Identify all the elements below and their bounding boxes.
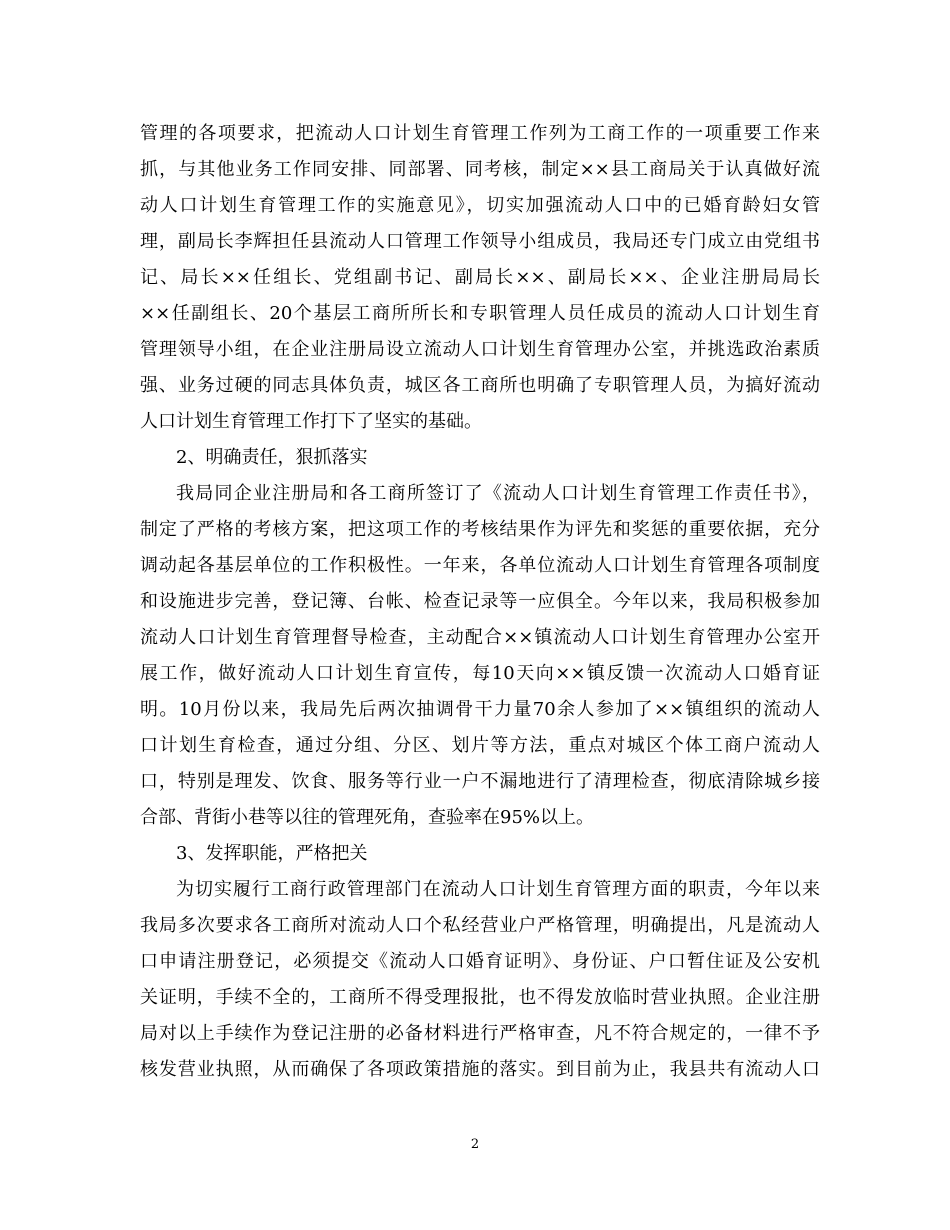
paragraph-line: 口申请注册登记，必须提交《流动人口婚育证明》、身份证、户口暂住证及公安机: [140, 951, 820, 972]
paragraph-line: 和设施进步完善，登记簿、台帐、检查记录等一应俱全。今年以来，我局积极参加: [140, 591, 820, 612]
paragraph-line: 我局同企业注册局和各工商所签订了《流动人口计划生育管理工作责任书》，: [176, 483, 820, 504]
paragraph-line: 动人口计划生育管理工作的实施意见》，切实加强流动人口中的已婚育龄妇女管: [140, 195, 820, 216]
paragraph-line: 人口计划生育管理工作打下了坚实的基础。: [140, 411, 482, 432]
paragraph-line: 明。10月份以来，我局先后两次抽调骨干力量70余人参加了××镇组织的流动人: [140, 699, 820, 720]
paragraph-line: 局对以上手续作为登记注册的必备材料进行严格审查，凡不符合规定的，一律不予: [140, 1023, 820, 1044]
paragraph-line: 我局多次要求各工商所对流动人口个私经营业户严格管理，明确提出，凡是流动人: [140, 915, 820, 936]
paragraph-line: 理，副局长李辉担任县流动人口管理工作领导小组成员，我局还专门成立由党组书: [140, 231, 820, 252]
paragraph-line: 流动人口计划生育管理督导检查，主动配合××镇流动人口计划生育管理办公室开: [140, 627, 820, 648]
paragraph-line: 为切实履行工商行政管理部门在流动人口计划生育管理方面的职责，今年以来: [176, 879, 820, 900]
paragraph-line: 口计划生育检查，通过分组、分区、划片等方法，重点对城区个体工商户流动人: [140, 735, 820, 756]
paragraph-line: 展工作，做好流动人口计划生育宣传，每10天向××镇反馈一次流动人口婚育证: [140, 663, 820, 684]
paragraph-line: 管理的各项要求，把流动人口计划生育管理工作列为工商工作的一项重要工作来: [140, 123, 820, 144]
paragraph-line: 合部、背街小巷等以往的管理死角，查验率在95%以上。: [140, 807, 595, 828]
paragraph-line: 强、业务过硬的同志具体负责，城区各工商所也明确了专职管理人员，为搞好流动: [140, 375, 820, 396]
paragraph-line: 记、局长××任组长、党组副书记、副局长××、副局长××、企业注册局局长: [140, 267, 820, 288]
paragraph-line: ××任副组长、20个基层工商所所长和专职管理人员任成员的流动人口计划生育: [140, 303, 820, 324]
section-heading: 2、明确责任，狠抓落实: [176, 447, 368, 468]
paragraph-line: 口，特别是理发、饮食、服务等行业一户不漏地进行了清理检查，彻底清除城乡接: [140, 771, 820, 792]
paragraph-line: 抓，与其他业务工作同安排、同部署、同考核，制定××县工商局关于认真做好流: [140, 159, 820, 180]
page-number: 2: [470, 1137, 480, 1152]
paragraph-line: 调动起各基层单位的工作积极性。一年来，各单位流动人口计划生育管理各项制度: [140, 555, 820, 576]
paragraph-line: 制定了严格的考核方案，把这项工作的考核结果作为评先和奖惩的重要依据，充分: [140, 519, 820, 540]
paragraph-line: 管理领导小组，在企业注册局设立流动人口计划生育管理办公室，并挑选政治素质: [140, 339, 820, 360]
paragraph-line: 核发营业执照，从而确保了各项政策措施的落实。到目前为止，我县共有流动人口: [140, 1059, 820, 1080]
section-heading: 3、发挥职能，严格把关: [176, 843, 368, 864]
paragraph-line: 关证明，手续不全的，工商所不得受理报批，也不得发放临时营业执照。企业注册: [140, 987, 820, 1008]
